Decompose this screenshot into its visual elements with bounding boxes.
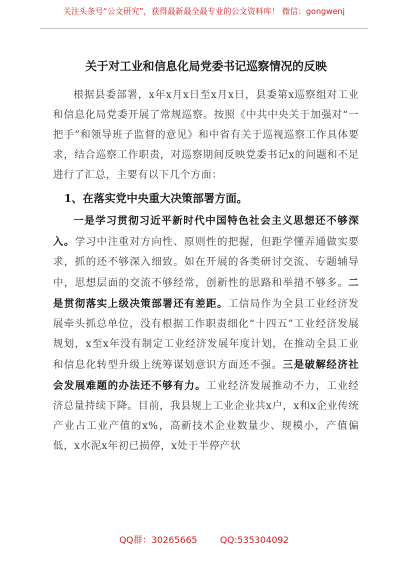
footer	[0, 533, 408, 546]
document-title: 关于对工业和信息化局党委书记巡察情况的反映	[85, 59, 327, 73]
footer-qq-contact: QQ:535304092	[220, 536, 289, 546]
body-paragraph	[53, 211, 359, 457]
point-one-text: 学习中注重对方向性、原则性的把握，但距学懂弄通做实要求，抓的还不够深入细致。如在开展的各类研讨交流、专题辅导中，思想层面的交流不够经常，创新性的思路和举措不够多。	[53, 237, 359, 289]
section-heading: 1、在落实党中央重大决策部署方面。	[64, 192, 248, 205]
point-two-text: 工信局作为全县工业经济发展牵头抓总单位，没有根据工作职责细化“十四五”工业经济发展规划，x至x年没有制定工业经济发展年度计划，在推动全县工业和信息化转型升级上统筹谋划意识方面还不强。	[53, 299, 359, 371]
header-divider	[40, 28, 368, 29]
point-two-lead: 二是贯彻落实上级决策部署还有差距。	[53, 277, 359, 310]
point-three-lead: 三是破解经济社会发展难题的办法还不够有力。	[53, 359, 359, 392]
point-one-lead: 一是学习贯彻习近平新时代中国特色社会主义思想还不够深入。	[53, 215, 359, 248]
header-banner: 关注头条号“公文研究”，获得最新最全最专业的公文资料库！ 微信：gongwenj	[63, 7, 345, 16]
document-body	[53, 58, 359, 457]
point-three-text: 工业经济发展推动不力，工业经济总量持续下降。目前，我县规上工业企业共x户，x和x企业传统产业占工业产值的x%，高新技术企业数量少、规模小，产值偏低，x水泥x年初已损停，x处于半停产状	[53, 381, 359, 452]
intro-paragraph: 根据县委部署，x年x月x日至x月x日，县委第x巡察组对工业和信息化局党委开展了常规巡察。按照《中共中央关于加强对“一把手”和领导班子监督的意见》和中省有关于巡视巡察工作具体要求，结合巡察工作职责，对巡察期间反映党委书记x的问题和不足进行了汇总，主要有以下几个方面：	[53, 90, 359, 181]
footer-qq-group: QQ群：30265665	[119, 536, 198, 546]
